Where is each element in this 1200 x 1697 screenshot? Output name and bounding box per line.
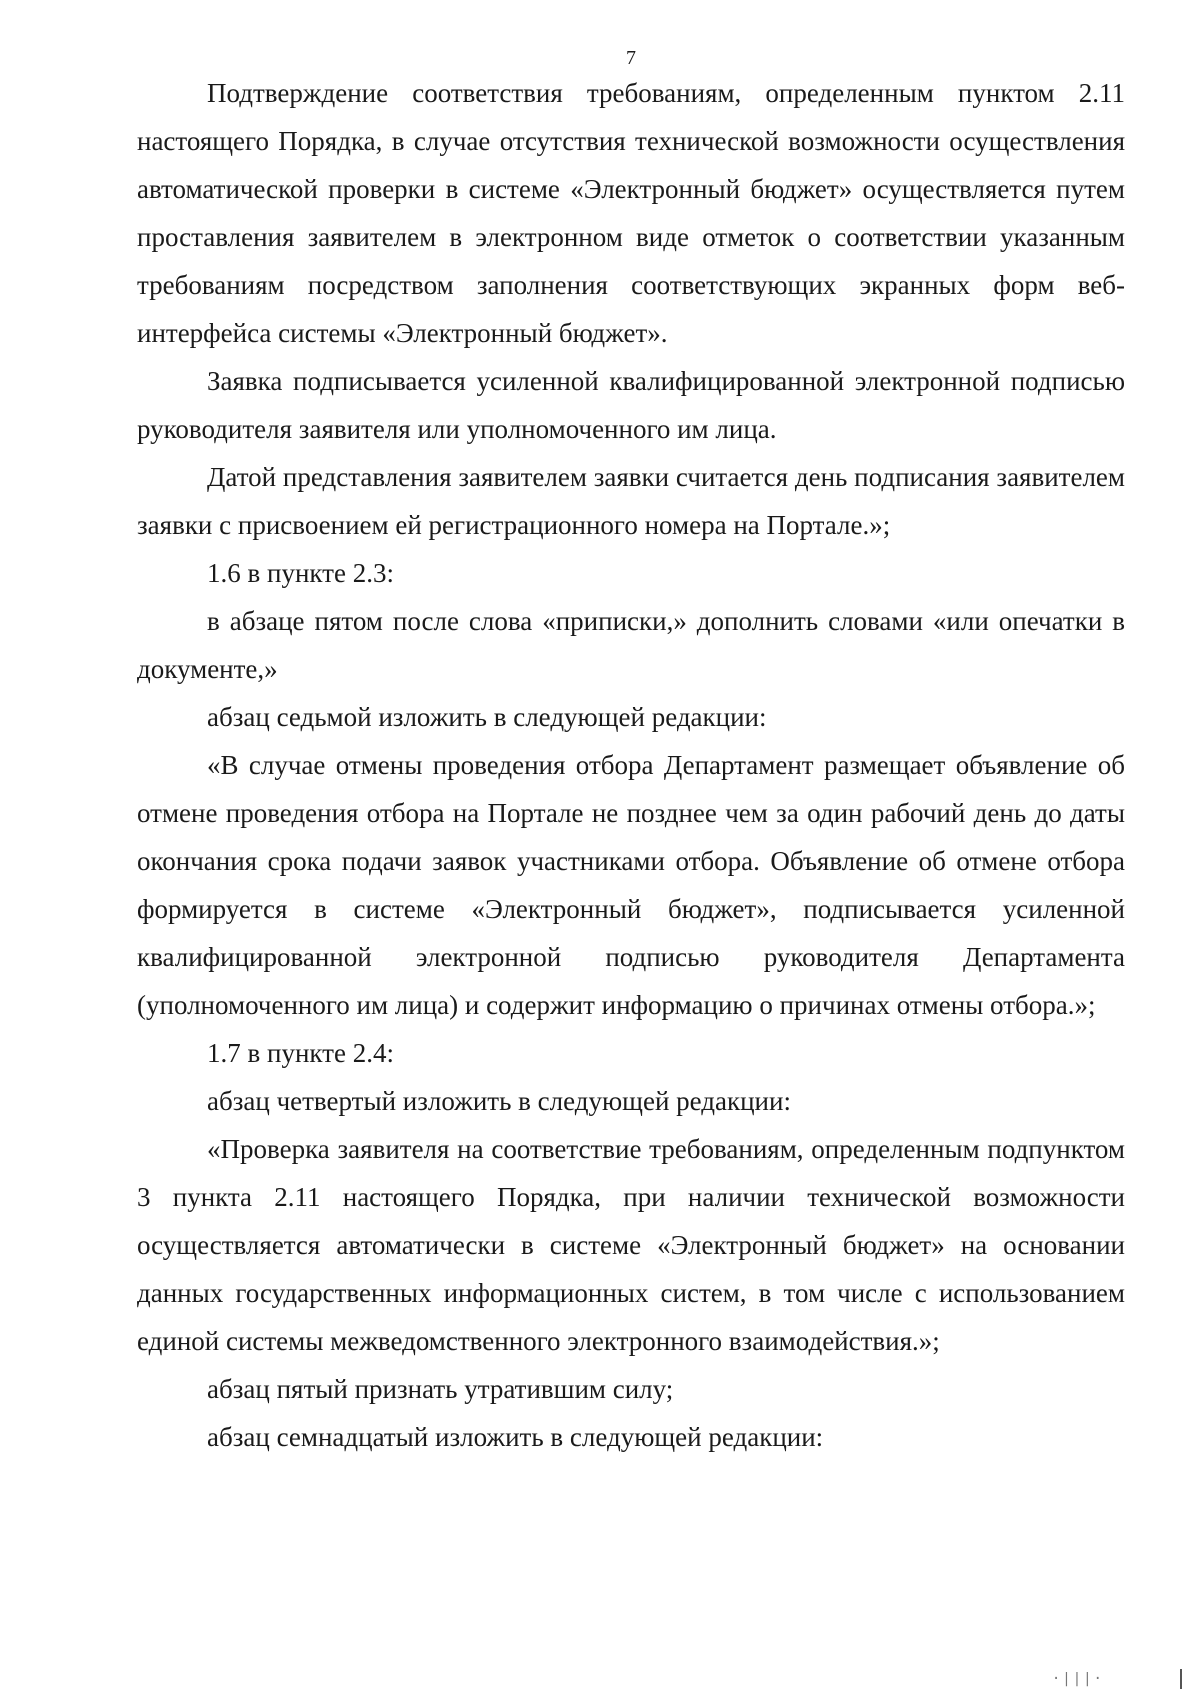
paragraph-application-signature: Заявка подписывается усиленной квалифицированной электронной подписью руководителя заявителя или уполномоченного им лица. <box>137 366 1125 444</box>
paragraph-fifth-paragraph-addition: в абзаце пятом после слова «приписки,» дополнить словами «или опечатки в документе,» <box>137 606 1125 684</box>
paragraph-item-1-6: 1.6 в пункте 2.3: <box>207 558 394 588</box>
paragraph-confirmation: Подтверждение соответствия требованиям, определенным пунктом 2.11 настоящего Порядка, в случае отсутствия технической возможности осуществления автоматической проверки в системе «Электронный бюджет» осуществляется путем проставления заявителем в электронном виде отметок о соответствии указанным требованиям посредством заполнения соответствующих экранных форм веб-интерфейса системы «Электронный бюджет». <box>137 78 1125 348</box>
scan-artifact-tick <box>1180 1669 1182 1689</box>
paragraph-seventeenth-paragraph-heading: абзац семнадцатый изложить в следующей редакции: <box>207 1422 824 1452</box>
paragraph-selection-cancellation: «В случае отмены проведения отбора Департамент размещает объявление об отмене проведения отбора на Портале не позднее чем за один рабочий день до даты окончания срока подачи заявок участниками отбора. Объявление об отмене отбора формируется в системе «Электронный бюджет», подписывается усиленной квалифицированной электронной подписью руководителя Департамента (уполномоченного им лица) и содержит информацию о причинах отмены отбора.»; <box>137 750 1125 1020</box>
paragraph-fifth-paragraph-repeal: абзац пятый признать утратившим силу; <box>207 1374 674 1404</box>
paragraph-fourth-paragraph-heading: абзац четвертый изложить в следующей редакции: <box>207 1086 791 1116</box>
paragraph-item-1-7: 1.7 в пункте 2.4: <box>207 1038 394 1068</box>
page-number: 7 <box>626 47 636 69</box>
paragraph-submission-date: Датой представления заявителем заявки считается день подписания заявителем заявки с присвоением ей регистрационного номера на Портале.»; <box>137 462 1125 540</box>
paragraph-seventh-paragraph-heading: абзац седьмой изложить в следующей редакции: <box>207 702 767 732</box>
document-body <box>137 69 1125 1461</box>
scan-artifact-mark: ·|||· <box>1051 1671 1104 1687</box>
paragraph-applicant-check: «Проверка заявителя на соответствие требованиям, определенным подпунктом 3 пункта 2.11 настоящего Порядка, при наличии технической возможности осуществляется автоматически в системе «Электронный бюджет» на основании данных государственных информационных систем, в том числе с использованием единой системы межведомственного электронного взаимодействия.»; <box>137 1134 1125 1356</box>
